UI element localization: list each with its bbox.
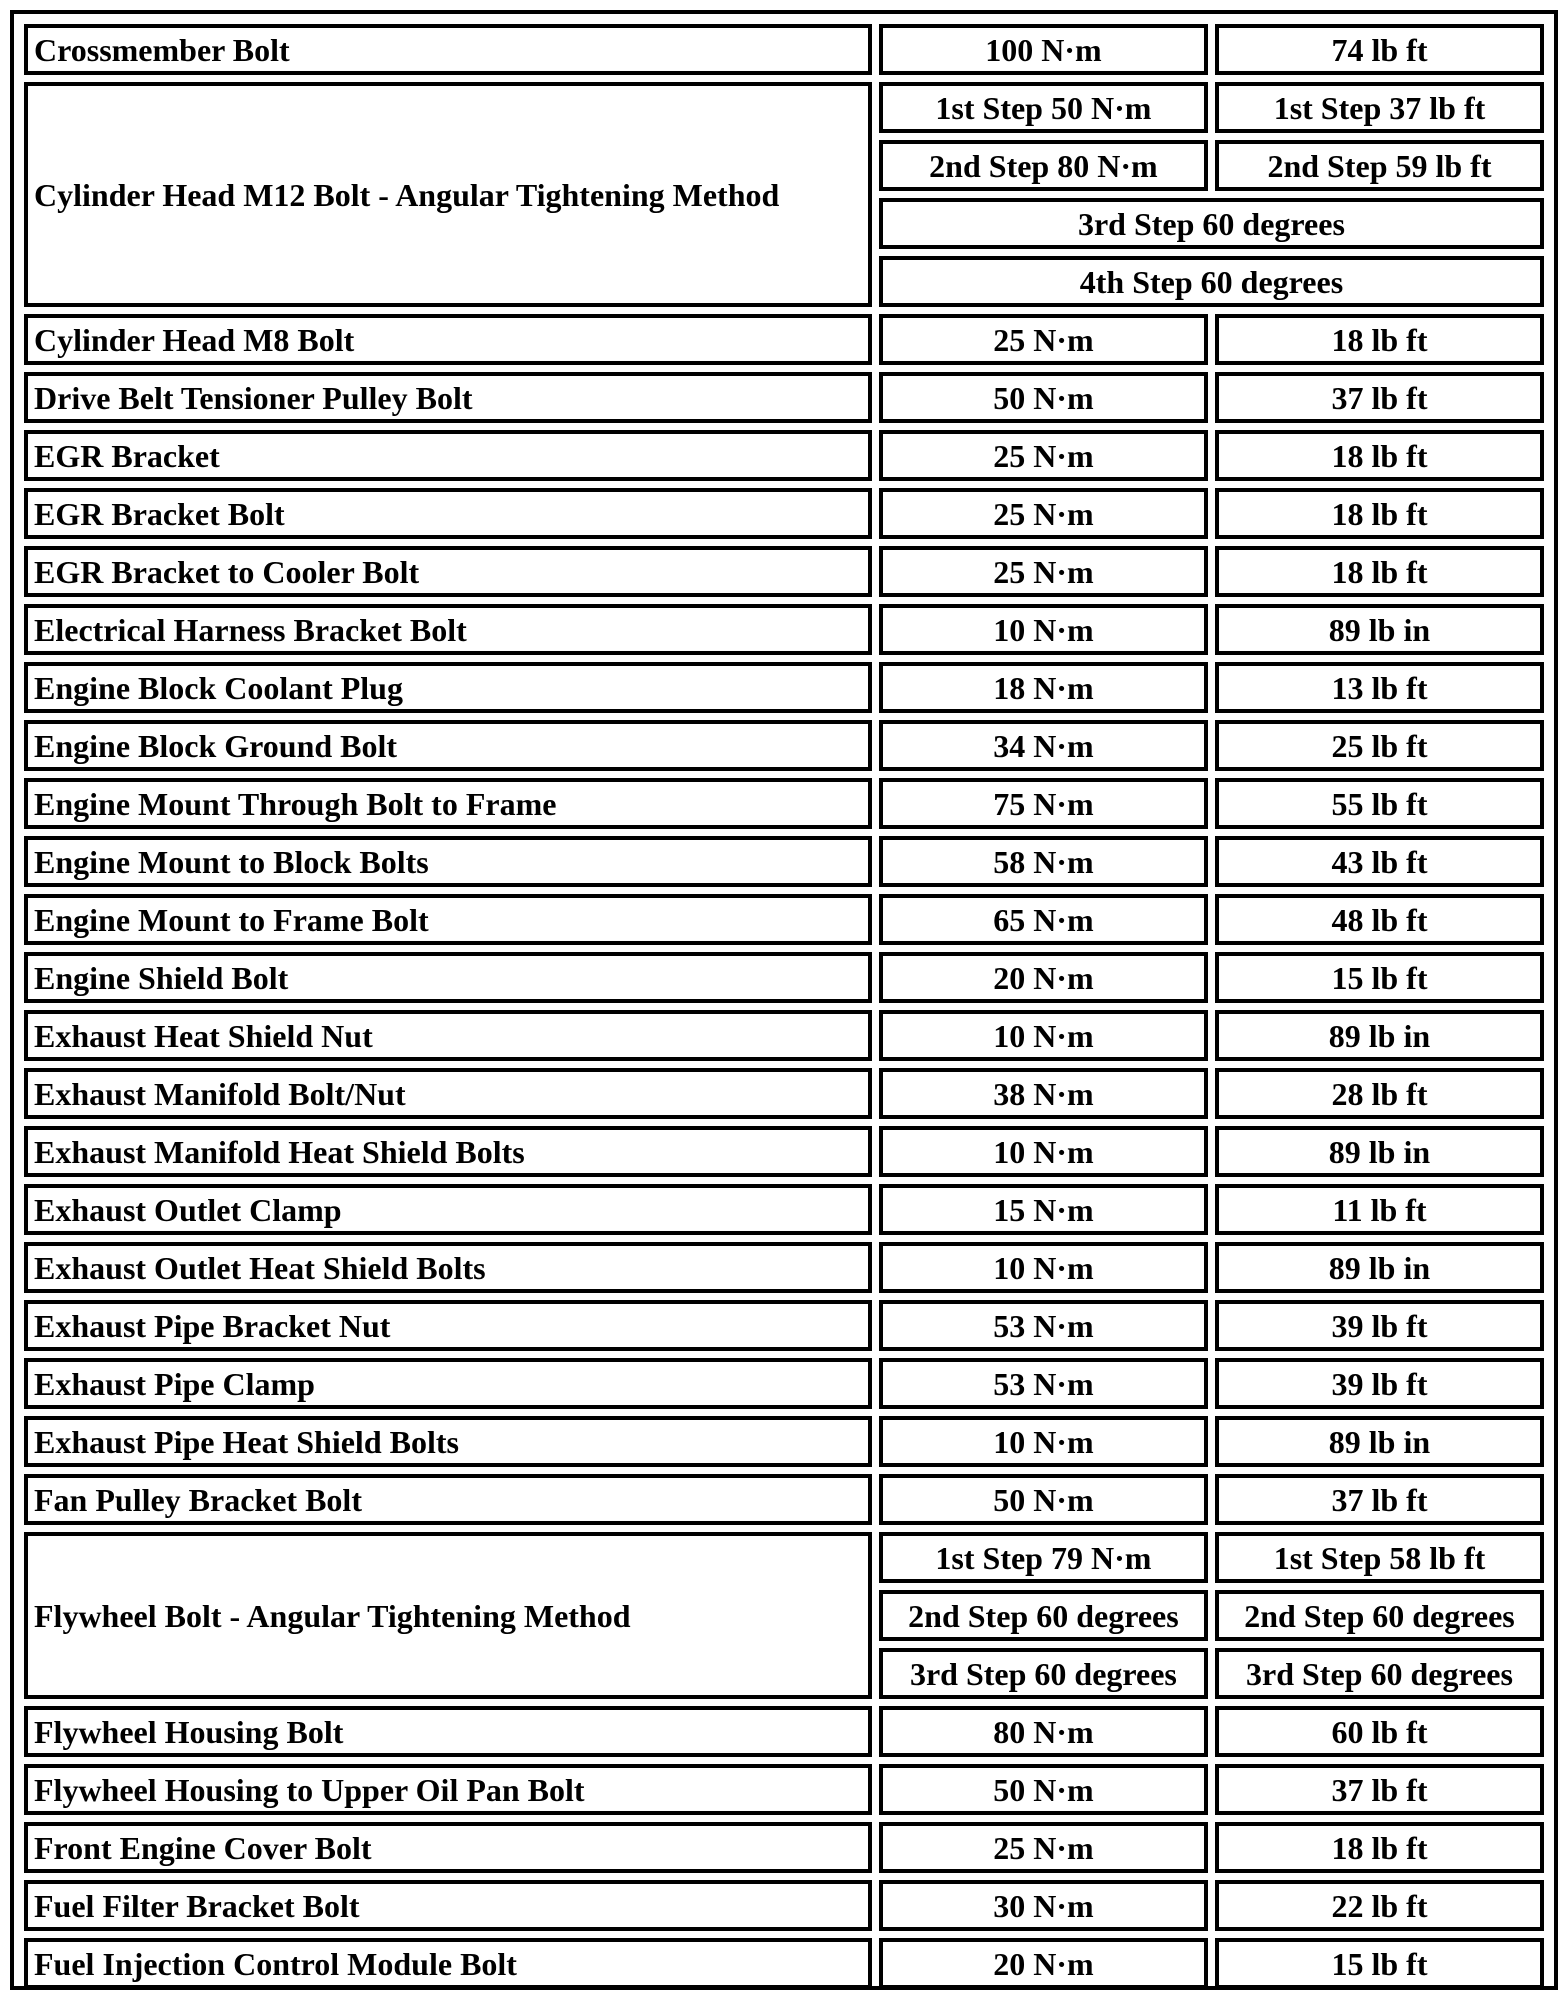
metric-torque-cell: 75 N·m [879, 778, 1208, 829]
metric-torque-cell: 18 N·m [879, 662, 1208, 713]
table-row [24, 24, 1544, 75]
table-row [24, 1416, 1544, 1467]
fastener-name-cell: Drive Belt Tensioner Pulley Bolt [24, 372, 872, 423]
english-torque-cell: 3rd Step 60 degrees [1215, 1648, 1544, 1699]
english-torque-cell: 55 lb ft [1215, 778, 1544, 829]
metric-torque-cell: 25 N·m [879, 546, 1208, 597]
table-row [24, 1938, 1544, 1989]
table-row [24, 1358, 1544, 1409]
table-row [24, 1242, 1544, 1293]
table-row [24, 1880, 1544, 1931]
fastener-name-cell: Cylinder Head M12 Bolt - Angular Tightening Method [24, 82, 872, 307]
metric-torque-cell: 20 N·m [879, 952, 1208, 1003]
metric-torque-cell: 50 N·m [879, 372, 1208, 423]
table-row [24, 1706, 1544, 1757]
english-torque-cell: 74 lb ft [1215, 24, 1544, 75]
metric-torque-cell: 50 N·m [879, 1764, 1208, 1815]
metric-torque-cell: 10 N·m [879, 604, 1208, 655]
table-row [24, 488, 1544, 539]
metric-torque-cell: 53 N·m [879, 1358, 1208, 1409]
english-torque-cell: 18 lb ft [1215, 314, 1544, 365]
english-torque-cell: 22 lb ft [1215, 1880, 1544, 1931]
table-row [24, 1300, 1544, 1351]
english-torque-cell: 2nd Step 60 degrees [1215, 1590, 1544, 1641]
english-torque-cell: 15 lb ft [1215, 952, 1544, 1003]
metric-torque-cell: 2nd Step 80 N·m [879, 140, 1208, 191]
metric-torque-cell: 100 N·m [879, 24, 1208, 75]
metric-torque-cell: 1st Step 79 N·m [879, 1532, 1208, 1583]
metric-torque-cell: 65 N·m [879, 894, 1208, 945]
english-torque-cell: 1st Step 58 lb ft [1215, 1532, 1544, 1583]
english-torque-cell: 39 lb ft [1215, 1300, 1544, 1351]
table-row [24, 1532, 1544, 1583]
table-row [24, 1126, 1544, 1177]
fastener-name-cell: Fuel Injection Control Module Bolt [24, 1938, 872, 1989]
table-row [24, 314, 1544, 365]
fastener-name-cell: Engine Block Coolant Plug [24, 662, 872, 713]
metric-torque-cell: 30 N·m [879, 1880, 1208, 1931]
english-torque-cell: 43 lb ft [1215, 836, 1544, 887]
english-torque-cell: 28 lb ft [1215, 1068, 1544, 1119]
fastener-name-cell: EGR Bracket to Cooler Bolt [24, 546, 872, 597]
metric-torque-cell: 10 N·m [879, 1010, 1208, 1061]
english-torque-cell: 37 lb ft [1215, 1764, 1544, 1815]
english-torque-cell: 18 lb ft [1215, 546, 1544, 597]
metric-torque-cell: 38 N·m [879, 1068, 1208, 1119]
fastener-name-cell: Exhaust Pipe Bracket Nut [24, 1300, 872, 1351]
table-row [24, 778, 1544, 829]
torque-spec-table-frame [10, 10, 1558, 1990]
metric-torque-cell: 2nd Step 60 degrees [879, 1590, 1208, 1641]
table-row [24, 1474, 1544, 1525]
english-torque-cell: 25 lb ft [1215, 720, 1544, 771]
fastener-name-cell: Flywheel Housing to Upper Oil Pan Bolt [24, 1764, 872, 1815]
fastener-name-cell: Exhaust Manifold Heat Shield Bolts [24, 1126, 872, 1177]
angle-step-cell: 3rd Step 60 degrees [879, 198, 1544, 249]
fastener-name-cell: EGR Bracket Bolt [24, 488, 872, 539]
fastener-name-cell: Exhaust Manifold Bolt/Nut [24, 1068, 872, 1119]
english-torque-cell: 60 lb ft [1215, 1706, 1544, 1757]
table-row [24, 952, 1544, 1003]
table-row [24, 1822, 1544, 1873]
table-row [24, 430, 1544, 481]
table-row [24, 82, 1544, 133]
english-torque-cell: 18 lb ft [1215, 488, 1544, 539]
english-torque-cell: 89 lb in [1215, 1126, 1544, 1177]
english-torque-cell: 89 lb in [1215, 604, 1544, 655]
table-row [24, 836, 1544, 887]
metric-torque-cell: 50 N·m [879, 1474, 1208, 1525]
english-torque-cell: 48 lb ft [1215, 894, 1544, 945]
metric-torque-cell: 58 N·m [879, 836, 1208, 887]
metric-torque-cell: 20 N·m [879, 1938, 1208, 1989]
english-torque-cell: 13 lb ft [1215, 662, 1544, 713]
table-row [24, 894, 1544, 945]
english-torque-cell: 39 lb ft [1215, 1358, 1544, 1409]
table-row [24, 1010, 1544, 1061]
angle-step-cell: 4th Step 60 degrees [879, 256, 1544, 307]
metric-torque-cell: 25 N·m [879, 1822, 1208, 1873]
fastener-name-cell: Front Engine Cover Bolt [24, 1822, 872, 1873]
metric-torque-cell: 25 N·m [879, 488, 1208, 539]
english-torque-cell: 37 lb ft [1215, 1474, 1544, 1525]
metric-torque-cell: 10 N·m [879, 1416, 1208, 1467]
fastener-name-cell: Exhaust Pipe Heat Shield Bolts [24, 1416, 872, 1467]
fastener-name-cell: Electrical Harness Bracket Bolt [24, 604, 872, 655]
table-row [24, 372, 1544, 423]
table-row [24, 1764, 1544, 1815]
metric-torque-cell: 34 N·m [879, 720, 1208, 771]
metric-torque-cell: 25 N·m [879, 430, 1208, 481]
fastener-name-cell: Engine Mount Through Bolt to Frame [24, 778, 872, 829]
fastener-name-cell: Fuel Filter Bracket Bolt [24, 1880, 872, 1931]
metric-torque-cell: 53 N·m [879, 1300, 1208, 1351]
fastener-name-cell: Crossmember Bolt [24, 24, 872, 75]
fastener-name-cell: Flywheel Housing Bolt [24, 1706, 872, 1757]
fastener-name-cell: Cylinder Head M8 Bolt [24, 314, 872, 365]
table-row [24, 1184, 1544, 1235]
english-torque-cell: 11 lb ft [1215, 1184, 1544, 1235]
english-torque-cell: 37 lb ft [1215, 372, 1544, 423]
fastener-name-cell: Flywheel Bolt - Angular Tightening Method [24, 1532, 872, 1699]
table-row [24, 604, 1544, 655]
fastener-name-cell: Exhaust Heat Shield Nut [24, 1010, 872, 1061]
english-torque-cell: 15 lb ft [1215, 1938, 1544, 1989]
fastener-name-cell: Engine Shield Bolt [24, 952, 872, 1003]
table-row [24, 720, 1544, 771]
english-torque-cell: 89 lb in [1215, 1010, 1544, 1061]
fastener-name-cell: Exhaust Outlet Heat Shield Bolts [24, 1242, 872, 1293]
fastener-name-cell: EGR Bracket [24, 430, 872, 481]
english-torque-cell: 89 lb in [1215, 1416, 1544, 1467]
fastener-name-cell: Engine Block Ground Bolt [24, 720, 872, 771]
english-torque-cell: 89 lb in [1215, 1242, 1544, 1293]
fastener-name-cell: Engine Mount to Frame Bolt [24, 894, 872, 945]
table-row [24, 546, 1544, 597]
torque-spec-table-body [24, 24, 1544, 1989]
fastener-name-cell: Exhaust Outlet Clamp [24, 1184, 872, 1235]
metric-torque-cell: 15 N·m [879, 1184, 1208, 1235]
table-row [24, 662, 1544, 713]
fastener-name-cell: Engine Mount to Block Bolts [24, 836, 872, 887]
metric-torque-cell: 80 N·m [879, 1706, 1208, 1757]
torque-spec-table [17, 17, 1551, 1996]
table-row [24, 1068, 1544, 1119]
english-torque-cell: 18 lb ft [1215, 430, 1544, 481]
metric-torque-cell: 10 N·m [879, 1126, 1208, 1177]
metric-torque-cell: 25 N·m [879, 314, 1208, 365]
english-torque-cell: 1st Step 37 lb ft [1215, 82, 1544, 133]
english-torque-cell: 2nd Step 59 lb ft [1215, 140, 1544, 191]
metric-torque-cell: 3rd Step 60 degrees [879, 1648, 1208, 1699]
metric-torque-cell: 10 N·m [879, 1242, 1208, 1293]
fastener-name-cell: Fan Pulley Bracket Bolt [24, 1474, 872, 1525]
english-torque-cell: 18 lb ft [1215, 1822, 1544, 1873]
metric-torque-cell: 1st Step 50 N·m [879, 82, 1208, 133]
fastener-name-cell: Exhaust Pipe Clamp [24, 1358, 872, 1409]
